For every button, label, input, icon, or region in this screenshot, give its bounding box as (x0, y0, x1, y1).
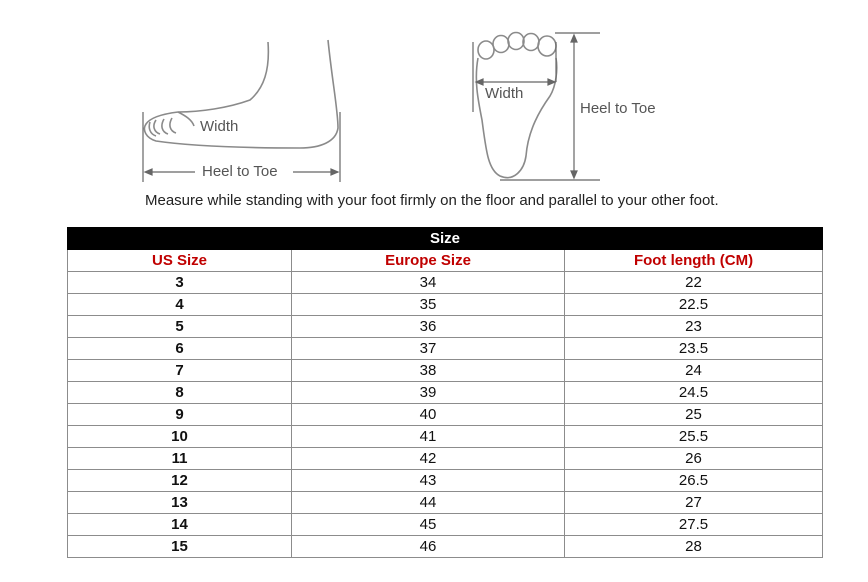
foot-length-cell: 28 (565, 536, 823, 558)
foot-length-cell: 23.5 (565, 338, 823, 360)
europe-size-cell: 45 (292, 514, 565, 536)
column-header-foot-length: Foot length (CM) (565, 250, 823, 272)
us-size-cell: 14 (68, 514, 292, 536)
us-size-cell: 3 (68, 272, 292, 294)
us-size-cell: 10 (68, 426, 292, 448)
top-view-width-label: Width (485, 85, 524, 102)
side-view-foot-drawing (144, 40, 338, 148)
table-row (68, 382, 823, 404)
table-row (68, 448, 823, 470)
foot-length-cell: 24.5 (565, 382, 823, 404)
foot-length-cell: 26 (565, 448, 823, 470)
foot-length-cell: 22.5 (565, 294, 823, 316)
us-size-cell: 13 (68, 492, 292, 514)
foot-length-cell: 27.5 (565, 514, 823, 536)
europe-size-cell: 38 (292, 360, 565, 382)
foot-length-cell: 27 (565, 492, 823, 514)
us-size-cell: 9 (68, 404, 292, 426)
europe-size-cell: 34 (292, 272, 565, 294)
side-view-length-label: Heel to Toe (202, 163, 278, 180)
europe-size-cell: 43 (292, 470, 565, 492)
column-header-us-size: US Size (68, 250, 292, 272)
europe-size-cell: 42 (292, 448, 565, 470)
europe-size-cell: 40 (292, 404, 565, 426)
europe-size-cell: 39 (292, 382, 565, 404)
table-title: Size (68, 228, 823, 250)
table-row (68, 536, 823, 558)
europe-size-cell: 46 (292, 536, 565, 558)
foot-length-cell: 24 (565, 360, 823, 382)
foot-diagrams (0, 0, 868, 220)
top-view-foot-drawing (476, 33, 556, 178)
measurement-instruction: Measure while standing with your foot firmly on the floor and parallel to your other foot. (145, 192, 719, 209)
europe-size-cell: 44 (292, 492, 565, 514)
foot-length-cell: 22 (565, 272, 823, 294)
europe-size-cell: 37 (292, 338, 565, 360)
us-size-cell: 12 (68, 470, 292, 492)
side-view-width-label: Width (200, 118, 239, 135)
foot-length-cell: 23 (565, 316, 823, 338)
table-title-row (68, 228, 823, 250)
table-row (68, 294, 823, 316)
europe-size-cell: 36 (292, 316, 565, 338)
table-body (68, 272, 823, 558)
table-row (68, 470, 823, 492)
table-row (68, 338, 823, 360)
foot-length-cell: 25 (565, 404, 823, 426)
table-row (68, 404, 823, 426)
foot-measurement-illustration (0, 0, 868, 220)
us-size-cell: 4 (68, 294, 292, 316)
table-row (68, 492, 823, 514)
us-size-cell: 8 (68, 382, 292, 404)
table-row (68, 426, 823, 448)
table-header-row (68, 250, 823, 272)
us-size-cell: 15 (68, 536, 292, 558)
us-size-cell: 5 (68, 316, 292, 338)
us-size-cell: 6 (68, 338, 292, 360)
column-header-europe-size: Europe Size (292, 250, 565, 272)
table-row (68, 360, 823, 382)
table-row (68, 272, 823, 294)
europe-size-cell: 35 (292, 294, 565, 316)
foot-length-cell: 26.5 (565, 470, 823, 492)
foot-length-cell: 25.5 (565, 426, 823, 448)
top-view-length-label: Heel to Toe (580, 100, 656, 117)
size-chart-table (67, 227, 823, 558)
us-size-cell: 11 (68, 448, 292, 470)
table-row (68, 514, 823, 536)
us-size-cell: 7 (68, 360, 292, 382)
europe-size-cell: 41 (292, 426, 565, 448)
table-row (68, 316, 823, 338)
